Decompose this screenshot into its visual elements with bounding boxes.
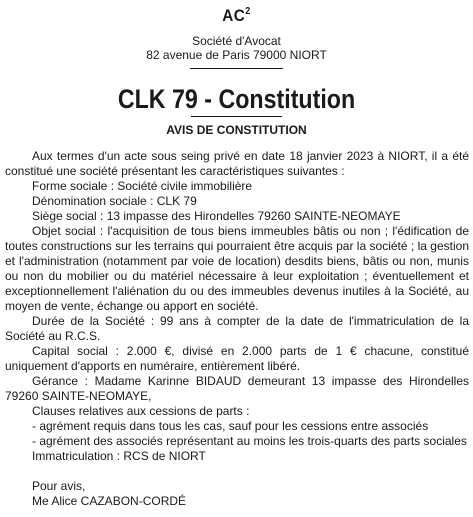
paragraph-gerance: Gérance : Madame Karinne BIDAUD demeurant 13 impasse des Hirondelles 79260 SAINTE-NEOMAYE,: [5, 374, 469, 403]
notice-title: CLK 79 - Constitution: [117, 84, 356, 114]
notice-body: [5, 149, 469, 509]
spacer: [5, 464, 469, 479]
paragraph-siege-social: Siège social : 13 impasse des Hirondelles 79260 SAINTE-NEOMAYE: [32, 209, 401, 223]
paragraph-denomination: Dénomination sociale : CLK 79: [32, 194, 197, 208]
header-divider: [190, 68, 283, 69]
paragraph-capital: Capital social : 2.000 €, divisé en 2.000 parts de 1 € chacune, constitué uniquement d'apports en numéraire, entièrement libéré.: [5, 344, 469, 373]
title-divider: [191, 116, 282, 117]
paragraph-agrement-2: - agrément des associés représentant au moins les trois-quarts des parts sociales: [32, 434, 467, 448]
signature: Me Alice CAZABON-CORDÉ: [32, 494, 187, 508]
paragraph-immatriculation: Immatriculation : RCS de NIORT: [32, 449, 206, 463]
paragraph-pour-avis: Pour avis,: [32, 479, 86, 493]
paragraph-duree: Durée de la Société : 99 ans à compter de la date de l'immatriculation de la Société au R.C.S.: [5, 314, 469, 343]
logo-superscript: 2: [245, 6, 251, 17]
paragraph-agrement-1: - agrément requis dans tous les cas, sauf pour les cessions entre associés: [32, 419, 429, 433]
paragraph-intro: Aux termes d'un acte sous seing privé en date 18 janvier 2023 à NIORT, il a été constitué une société présentant les caractéristiques suivantes :: [5, 149, 469, 178]
firm-address: 82 avenue de Paris 79000 NIORT: [146, 48, 327, 62]
logo-text: AC: [222, 6, 246, 25]
notice-subtitle: AVIS DE CONSTITUTION: [166, 123, 307, 137]
firm-name: Société d'Avocat: [192, 34, 281, 48]
paragraph-clauses: Clauses relatives aux cessions de parts :: [32, 404, 250, 418]
firm-logo: [24, 6, 450, 26]
paragraph-objet-social: Objet social : l'acquisition de tous biens immeubles bâtis ou non ; l'édification de toutes constructions sur les terrains qui pourraient être acquis par la société ; la gestion et l'administration (notamment par voie de location) desdits biens, bâtis ou non, munis ou non du mobilier ou du matériel nécessaire à leur exploitation ; éventuellement et exceptionnellement l'aliénation du ou des immeubles devenus inutiles à la Société, au moyen de vente, échange ou apport en société.: [5, 224, 469, 313]
paragraph-forme-sociale: Forme sociale : Société civile immobilière: [32, 179, 253, 193]
